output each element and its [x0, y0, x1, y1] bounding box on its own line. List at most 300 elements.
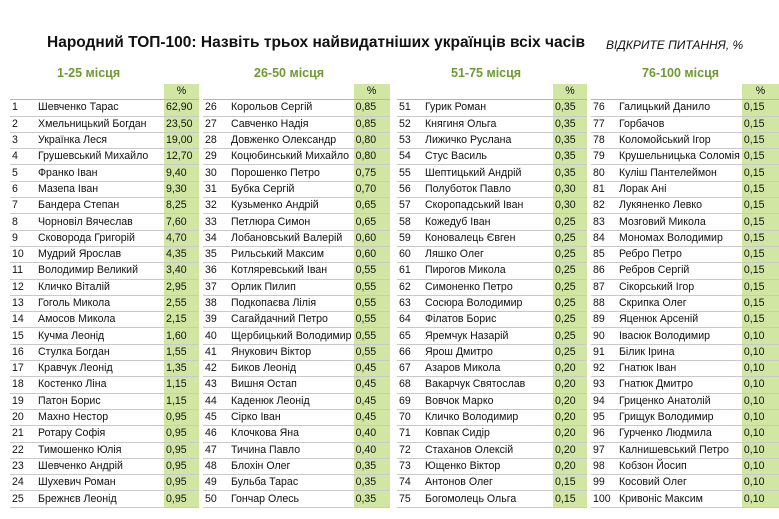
table-row: [203, 312, 390, 328]
percent-value: 0,25: [553, 214, 587, 230]
person-name: Сагайдачний Петро: [229, 312, 354, 328]
person-name: Ротару Софія: [36, 426, 164, 442]
percent-value: 0,75: [354, 165, 390, 181]
person-name: Яремчук Назарій: [423, 328, 553, 344]
person-name: Вакарчук Святослав: [423, 377, 553, 393]
percent-value: 0,10: [742, 458, 779, 474]
table-row: [591, 132, 779, 148]
table-row: [203, 198, 390, 214]
percent-value: 0,15: [742, 230, 779, 246]
percent-value: 0,30: [553, 198, 587, 214]
percent-value: 0,40: [354, 426, 390, 442]
rank-number: 14: [10, 312, 36, 328]
rank-number: 32: [203, 198, 229, 214]
person-name: Ковпак Сидір: [423, 426, 553, 442]
percent-value: 0,15: [742, 263, 779, 279]
rank-number: 3: [10, 132, 36, 148]
table-row: [10, 361, 199, 377]
percent-value: 0,15: [742, 100, 779, 116]
percent-value: 0,80: [354, 149, 390, 165]
table-row: [591, 475, 779, 491]
table-row: [203, 377, 390, 393]
table-row: [591, 458, 779, 474]
table-row: [397, 198, 587, 214]
percent-value: 1,60: [164, 328, 199, 344]
person-name: Котляревський Іван: [229, 263, 354, 279]
header-blank: [591, 84, 617, 100]
person-name: Тичина Павло: [229, 442, 354, 458]
percent-value: 0,45: [354, 409, 390, 425]
percent-value: 4,35: [164, 246, 199, 262]
rank-number: 97: [591, 442, 617, 458]
rank-number: 93: [591, 377, 617, 393]
table-row: [10, 116, 199, 132]
person-name: Горбачов: [617, 116, 742, 132]
person-name: Мономах Володимир: [617, 230, 742, 246]
header-blank: [10, 84, 36, 100]
rank-number: 96: [591, 426, 617, 442]
header-blank: [36, 84, 164, 100]
table-row: [397, 475, 587, 491]
person-name: Мозговий Микола: [617, 214, 742, 230]
table-row: [203, 230, 390, 246]
percent-value: 2,15: [164, 312, 199, 328]
rank-number: 17: [10, 361, 36, 377]
rank-number: 52: [397, 116, 423, 132]
table-row: [10, 377, 199, 393]
table-row: [10, 198, 199, 214]
table-row: [591, 246, 779, 262]
percent-value: 0,70: [354, 181, 390, 197]
rank-number: 89: [591, 312, 617, 328]
rank-number: 56: [397, 181, 423, 197]
person-name: Кучма Леонід: [36, 328, 164, 344]
rank-number: 59: [397, 230, 423, 246]
rank-number: 79: [591, 149, 617, 165]
person-name: Хмельницький Богдан: [36, 116, 164, 132]
table-row: [397, 361, 587, 377]
table-row: [10, 475, 199, 491]
person-name: Кузьменко Андрій: [229, 198, 354, 214]
percent-value: 8,25: [164, 198, 199, 214]
rank-number: 1: [10, 100, 36, 116]
person-name: Філатов Борис: [423, 312, 553, 328]
table-row: [591, 100, 779, 116]
percent-value: 0,95: [164, 475, 199, 491]
person-name: Гнатюк Іван: [617, 361, 742, 377]
person-name: Куліш Пантелеймон: [617, 165, 742, 181]
rank-number: 86: [591, 263, 617, 279]
table-row: [591, 263, 779, 279]
person-name: Грушевський Михайло: [36, 149, 164, 165]
rank-number: 63: [397, 295, 423, 311]
person-name: Лорак Ані: [617, 181, 742, 197]
percent-value: 0,45: [354, 393, 390, 409]
rank-number: 20: [10, 409, 36, 425]
table-row: [10, 132, 199, 148]
person-name: Стус Василь: [423, 149, 553, 165]
table-row: [591, 377, 779, 393]
table-row: [591, 214, 779, 230]
percent-value: 0,15: [742, 246, 779, 262]
person-name: Кличко Володимир: [423, 409, 553, 425]
rank-number: 87: [591, 279, 617, 295]
table-row: [10, 165, 199, 181]
table-row: [10, 230, 199, 246]
rank-number: 16: [10, 344, 36, 360]
percent-value: 0,10: [742, 491, 779, 507]
person-name: Симоненко Петро: [423, 279, 553, 295]
percent-value: 0,10: [742, 344, 779, 360]
rank-number: 81: [591, 181, 617, 197]
person-name: Сковорода Григорій: [36, 230, 164, 246]
person-name: Лукяненко Левко: [617, 198, 742, 214]
person-name: Шептицький Андрій: [423, 165, 553, 181]
table-row: [397, 328, 587, 344]
person-name: Богомолець Ольга: [423, 491, 553, 507]
table-row: [397, 165, 587, 181]
rank-number: 7: [10, 198, 36, 214]
person-name: Кличко Віталій: [36, 279, 164, 295]
rank-number: 83: [591, 214, 617, 230]
rank-number: 47: [203, 442, 229, 458]
percent-value: 1,15: [164, 377, 199, 393]
person-name: Коновалець Євген: [423, 230, 553, 246]
header-blank: [229, 84, 354, 100]
rank-number: 73: [397, 458, 423, 474]
rank-number: 100: [591, 491, 617, 507]
person-name: Сікорський Ігор: [617, 279, 742, 295]
person-name: Білик Ірина: [617, 344, 742, 360]
rank-number: 11: [10, 263, 36, 279]
person-name: Гончар Олесь: [229, 491, 354, 507]
rank-number: 72: [397, 442, 423, 458]
percent-value: 0,25: [553, 344, 587, 360]
table-row: [10, 246, 199, 262]
percent-value: 0,65: [354, 214, 390, 230]
person-name: Франко Іван: [36, 165, 164, 181]
rank-number: 75: [397, 491, 423, 507]
rank-number: 92: [591, 361, 617, 377]
percent-value: 0,10: [742, 393, 779, 409]
rank-number: 13: [10, 295, 36, 311]
rank-number: 57: [397, 198, 423, 214]
table-row: [10, 263, 199, 279]
rank-number: 49: [203, 475, 229, 491]
table-row: [203, 246, 390, 262]
rank-number: 54: [397, 149, 423, 165]
person-name: Мазепа Іван: [36, 181, 164, 197]
percent-value: 0,30: [553, 181, 587, 197]
percent-value: 0,95: [164, 458, 199, 474]
rank-number: 99: [591, 475, 617, 491]
rank-number: 44: [203, 393, 229, 409]
person-name: Порошенко Петро: [229, 165, 354, 181]
table-row: [10, 312, 199, 328]
rank-number: 24: [10, 475, 36, 491]
table-row: [203, 458, 390, 474]
table-row: [10, 149, 199, 165]
percent-column-header: %: [742, 84, 779, 100]
person-name: Сосюра Володимир: [423, 295, 553, 311]
page-title: Народний ТОП-100: Назвіть трьох найвидатніших українців всіх часів: [47, 34, 586, 51]
person-name: Шухевич Роман: [36, 475, 164, 491]
percent-value: 0,85: [354, 100, 390, 116]
table-row: [397, 491, 587, 507]
rank-number: 88: [591, 295, 617, 311]
person-name: Биков Леонід: [229, 361, 354, 377]
rank-number: 19: [10, 393, 36, 409]
rank-number: 70: [397, 409, 423, 425]
table-row: [203, 149, 390, 165]
rank-number: 6: [10, 181, 36, 197]
person-name: Княгиня Ольга: [423, 116, 553, 132]
percent-value: 0,35: [553, 149, 587, 165]
table-row: [591, 198, 779, 214]
table-row: [203, 214, 390, 230]
percent-value: 0,20: [553, 393, 587, 409]
person-name: Махно Нестор: [36, 409, 164, 425]
ranking-table: [591, 84, 779, 508]
percent-value: 0,55: [354, 312, 390, 328]
person-name: Гнатюк Дмитро: [617, 377, 742, 393]
percent-value: 0,35: [354, 458, 390, 474]
rank-number: 33: [203, 214, 229, 230]
rank-number: 29: [203, 149, 229, 165]
table-row: [10, 214, 199, 230]
person-name: Скоропадський Іван: [423, 198, 553, 214]
percent-value: 0,25: [553, 328, 587, 344]
percent-value: 0,15: [742, 149, 779, 165]
percent-value: 0,15: [553, 475, 587, 491]
table-row: [591, 279, 779, 295]
person-name: Ярош Дмитро: [423, 344, 553, 360]
table-row: [203, 263, 390, 279]
table-row: [397, 263, 587, 279]
percent-column-header: %: [354, 84, 390, 100]
percent-value: 0,95: [164, 426, 199, 442]
table-row: [203, 165, 390, 181]
rank-number: 2: [10, 116, 36, 132]
rank-number: 62: [397, 279, 423, 295]
table-row: [591, 393, 779, 409]
percent-value: 0,15: [742, 312, 779, 328]
table-row: [397, 230, 587, 246]
table-row: [591, 181, 779, 197]
rank-number: 78: [591, 132, 617, 148]
person-name: Довженко Олександр: [229, 132, 354, 148]
rank-number: 30: [203, 165, 229, 181]
rank-number: 25: [10, 491, 36, 507]
ranking-table: [203, 84, 390, 508]
person-name: Грищук Володимир: [617, 409, 742, 425]
percent-value: 0,15: [553, 491, 587, 507]
rank-number: 50: [203, 491, 229, 507]
person-name: Полуботок Павло: [423, 181, 553, 197]
percent-value: 0,10: [742, 328, 779, 344]
percent-value: 0,35: [354, 491, 390, 507]
person-name: Ляшко Олег: [423, 246, 553, 262]
table-row: [397, 279, 587, 295]
person-name: Вовчок Марко: [423, 393, 553, 409]
person-name: Клочкова Яна: [229, 426, 354, 442]
table-row: [397, 442, 587, 458]
percent-column-header: %: [164, 84, 199, 100]
percent-value: 1,55: [164, 344, 199, 360]
person-name: Пирогов Микола: [423, 263, 553, 279]
table-row: [10, 344, 199, 360]
percent-value: 0,15: [742, 214, 779, 230]
rank-number: 90: [591, 328, 617, 344]
rank-number: 85: [591, 246, 617, 262]
percent-value: 1,35: [164, 361, 199, 377]
table-row: [10, 100, 199, 116]
page-subtitle: ВІДКРИТЕ ПИТАННЯ, %: [606, 38, 744, 52]
table-row: [203, 491, 390, 507]
table-row: [203, 116, 390, 132]
rank-number: 60: [397, 246, 423, 262]
table-row: [397, 344, 587, 360]
group-heading: 51-75 місця: [451, 66, 522, 80]
person-name: Каденюк Леонід: [229, 393, 354, 409]
table-row: [203, 132, 390, 148]
person-name: Лижичко Руслана: [423, 132, 553, 148]
percent-value: 0,95: [164, 442, 199, 458]
table-row: [397, 312, 587, 328]
percent-value: 0,10: [742, 475, 779, 491]
table-row: [591, 230, 779, 246]
header-blank: [397, 84, 423, 100]
table-row: [203, 100, 390, 116]
rank-number: 65: [397, 328, 423, 344]
percent-value: 0,25: [553, 279, 587, 295]
percent-value: 3,40: [164, 263, 199, 279]
table-row: [591, 328, 779, 344]
rank-number: 82: [591, 198, 617, 214]
rank-number: 26: [203, 100, 229, 116]
percent-value: 0,10: [742, 442, 779, 458]
rank-number: 61: [397, 263, 423, 279]
rank-number: 22: [10, 442, 36, 458]
person-name: Кобзон Йосип: [617, 458, 742, 474]
percent-value: 23,50: [164, 116, 199, 132]
person-name: Петлюра Симон: [229, 214, 354, 230]
table-row: [397, 116, 587, 132]
table-row: [10, 328, 199, 344]
percent-value: 0,15: [742, 279, 779, 295]
table-row: [591, 344, 779, 360]
table-row: [203, 279, 390, 295]
person-name: Бубка Сергій: [229, 181, 354, 197]
rank-number: 68: [397, 377, 423, 393]
person-name: Володимир Великий: [36, 263, 164, 279]
percent-value: 0,45: [354, 361, 390, 377]
rank-number: 36: [203, 263, 229, 279]
rank-number: 77: [591, 116, 617, 132]
percent-value: 0,25: [553, 230, 587, 246]
table-row: [203, 344, 390, 360]
rank-number: 28: [203, 132, 229, 148]
table-row: [397, 100, 587, 116]
table-row: [203, 409, 390, 425]
table-row: [10, 426, 199, 442]
percent-value: 2,55: [164, 295, 199, 311]
person-name: Ребров Сергій: [617, 263, 742, 279]
person-name: Азаров Микола: [423, 361, 553, 377]
percent-value: 0,15: [742, 116, 779, 132]
person-name: Мудрий Ярослав: [36, 246, 164, 262]
table-row: [397, 393, 587, 409]
table-row: [591, 426, 779, 442]
table-row: [10, 491, 199, 507]
rank-number: 21: [10, 426, 36, 442]
rank-number: 98: [591, 458, 617, 474]
percent-value: 12,70: [164, 149, 199, 165]
percent-value: 0,15: [742, 132, 779, 148]
percent-column-header: %: [553, 84, 587, 100]
percent-value: 0,40: [354, 442, 390, 458]
person-name: Гурик Роман: [423, 100, 553, 116]
table-row: [591, 442, 779, 458]
percent-value: 0,35: [553, 116, 587, 132]
ranking-table: [10, 84, 199, 508]
rank-number: 27: [203, 116, 229, 132]
percent-value: 7,60: [164, 214, 199, 230]
header-blank: [617, 84, 742, 100]
percent-value: 0,25: [553, 246, 587, 262]
person-name: Лобановський Валерій: [229, 230, 354, 246]
rank-number: 31: [203, 181, 229, 197]
percent-value: 0,20: [553, 442, 587, 458]
person-name: Шевченко Тарас: [36, 100, 164, 116]
table-row: [203, 475, 390, 491]
rank-number: 48: [203, 458, 229, 474]
rank-number: 69: [397, 393, 423, 409]
percent-value: 0,15: [742, 181, 779, 197]
table-row: [397, 295, 587, 311]
percent-value: 0,80: [354, 132, 390, 148]
person-name: Янукович Віктор: [229, 344, 354, 360]
person-name: Корольов Сергій: [229, 100, 354, 116]
percent-value: 0,35: [553, 165, 587, 181]
person-name: Вишня Остап: [229, 377, 354, 393]
percent-value: 0,95: [164, 491, 199, 507]
table-row: [10, 295, 199, 311]
person-name: Савченко Надія: [229, 116, 354, 132]
person-name: Ющенко Віктор: [423, 458, 553, 474]
percent-value: 2,95: [164, 279, 199, 295]
rank-number: 46: [203, 426, 229, 442]
group-heading: 26-50 місця: [254, 66, 325, 80]
person-name: Брежнєв Леонід: [36, 491, 164, 507]
rank-number: 39: [203, 312, 229, 328]
person-name: Кожедуб Іван: [423, 214, 553, 230]
rank-number: 67: [397, 361, 423, 377]
percent-value: 0,20: [553, 426, 587, 442]
percent-value: 0,15: [742, 295, 779, 311]
percent-value: 0,15: [742, 198, 779, 214]
person-name: Бульба Тарас: [229, 475, 354, 491]
person-name: Ребро Петро: [617, 246, 742, 262]
table-row: [397, 458, 587, 474]
rank-number: 74: [397, 475, 423, 491]
person-name: Стулка Богдан: [36, 344, 164, 360]
table-row: [203, 426, 390, 442]
percent-value: 0,20: [553, 458, 587, 474]
percent-value: 0,95: [164, 409, 199, 425]
person-name: Чорновіл Вячеслав: [36, 214, 164, 230]
percent-value: 0,25: [553, 295, 587, 311]
